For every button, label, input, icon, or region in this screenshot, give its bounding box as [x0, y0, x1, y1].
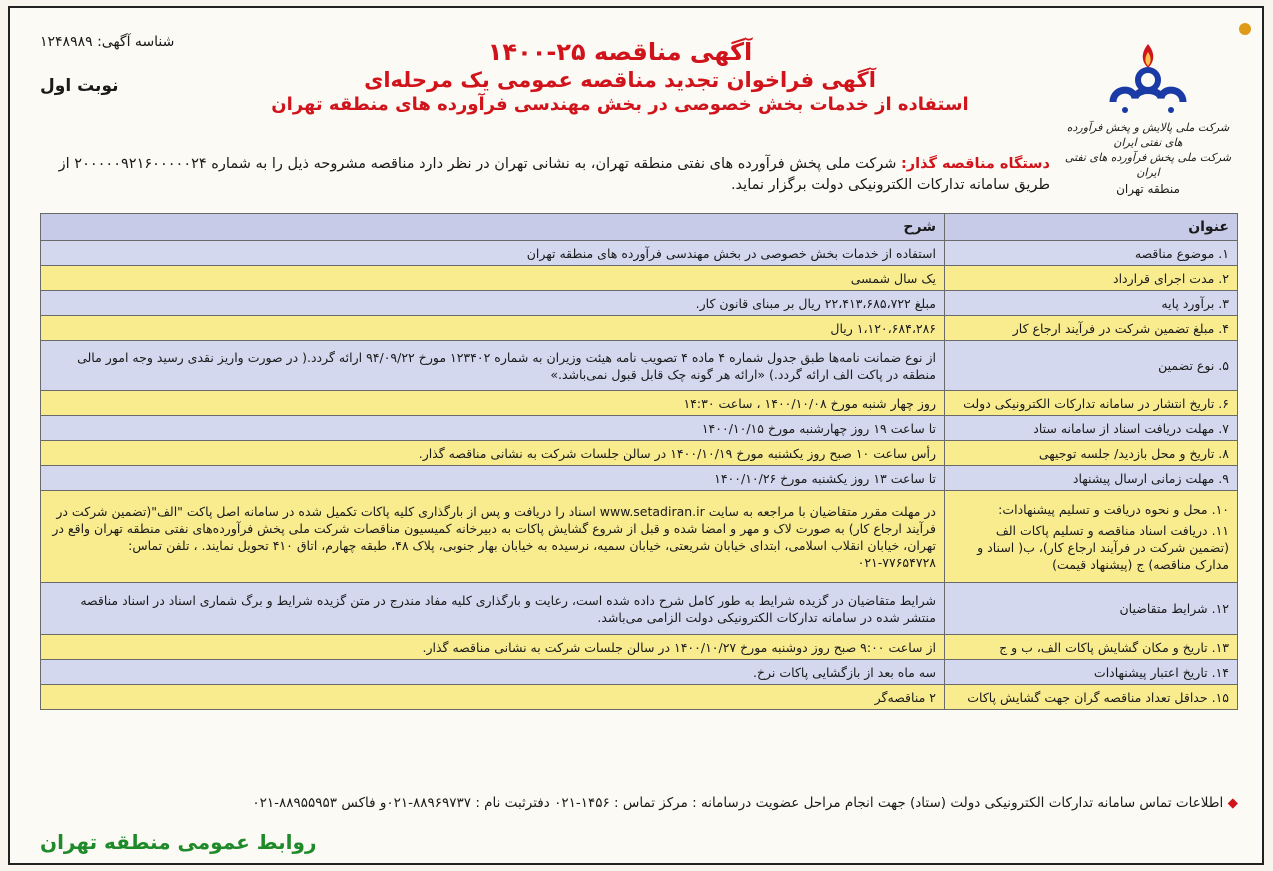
tender-call-title: آگهی فراخوان تجدید مناقصه عمومی یک مرحله‌ای	[364, 68, 876, 92]
row-title: ۱۲. شرایط متقاضیان	[945, 583, 1238, 635]
round-label: نوبت اول	[40, 76, 119, 96]
logo-region: منطقه تهران	[1116, 182, 1180, 196]
company-logo	[1058, 40, 1238, 210]
row-desc: روز چهار شنبه مورخ ۱۴۰۰/۱۰/۰۸ ، ساعت ۱۴:۳۰	[41, 391, 945, 416]
row-desc: تا ساعت ۱۹ روز چهارشنبه مورخ ۱۴۰۰/۱۰/۱۵	[41, 416, 945, 441]
row-title: ۱۳. تاریخ و مکان گشایش پاکات الف، ب و ج	[945, 635, 1238, 660]
table-row	[41, 491, 1238, 583]
row-title: ۱. موضوع مناقصه	[945, 241, 1238, 266]
row-title-extra: ۱۱. دریافت اسناد مناقصه و تسلیم پاکات الف (تضمین شرکت در فرآیند ارجاع کار)، ب( اسناد و مدارک مناقصه) ج (پیشنهاد قیمت)	[977, 522, 1229, 572]
row-desc: در مهلت مقرر متقاضیان با مراجعه به سایت www.setadiran.ir اسناد را دریافت و پس از بارگذاری کلیه پاکات تکمیل شده در سامانه اصل پاکت "الف"(تضمین شرکت در فرآیند ارجاع کار) به صورت لاک و مهر و امضا شده و قبل از شروع گشایش پاکات به دبیرخانه کمیسیون مناقصات شرکت ملی پخش فرآورده‌های نفتی منطقه تهران واقع در تهران، خیابان انقلاب اسلامی، ابتدای خیابان شریعتی، خیابان سمیه، نرسیده به خیابان بهار جنوبی، پلاک ۴۸، طبقه چهارم، اتاق ۴۱۰ تحویل نمایند. ، تلفن تماس: ۷۷۶۵۴۷۲۸-۰۲۱	[41, 491, 945, 583]
table-row	[41, 416, 1238, 441]
contact-note	[40, 795, 1238, 811]
table-row	[41, 241, 1238, 266]
row-desc: ۲ مناقصه‌گر	[41, 685, 945, 710]
row-desc: ۱،۱۲۰،۶۸۴،۲۸۶ ریال	[41, 316, 945, 341]
tenderer-text: شرکت ملی پخش فرآورده های نفتی منطقه تهران، به نشانی تهران در نظر دارد مناقصه مشروحه ذیل را به شماره ۲۰۰۰۰۰۹۲۱۶۰۰۰۰۰۲۴ از طریق سامانه تدارکات الکترونیکی دولت برگزار نماید.	[58, 156, 1050, 193]
row-title: ۲. مدت اجرای قرارداد	[945, 266, 1238, 291]
tender-number-title: آگهی مناقصه ۲۵-۱۴۰۰	[487, 38, 753, 66]
public-relations-signature: روابط عمومی منطقه تهران	[40, 830, 317, 854]
row-desc: یک سال شمسی	[41, 266, 945, 291]
row-desc: رأس ساعت ۱۰ صبح روز یکشنبه مورخ ۱۴۰۰/۱۰/۱۹ در سالن جلسات شرکت به نشانی مناقصه گذار.	[41, 441, 945, 466]
row-desc: شرایط متقاضیان در گزیده شرایط به طور کامل شرح داده شده است، رعایت و بارگذاری کلیه مفاد مندرج در متن گزیده شرایط و برگ شماری اسناد در اسناد مناقصه منتشر شده در سامانه تدارکات الکترونیکی دولت الزامی می‌باشد.	[41, 583, 945, 635]
row-title: ۹. مهلت زمانی ارسال پیشنهاد	[945, 466, 1238, 491]
table-row	[41, 266, 1238, 291]
table-row	[41, 316, 1238, 341]
row-title: ۸. تاریخ و محل بازدید/ جلسه توجیهی	[945, 441, 1238, 466]
row-title-group	[945, 491, 1238, 583]
row-title: ۳. برآورد پایه	[945, 291, 1238, 316]
table-row	[41, 291, 1238, 316]
row-title: ۱۵. حداقل تعداد مناقصه گران جهت گشایش پاکات	[945, 685, 1238, 710]
row-title: ۴. مبلغ تضمین شرکت در فرآیند ارجاع کار	[945, 316, 1238, 341]
table-row	[41, 583, 1238, 635]
row-desc: تا ساعت ۱۳ روز یکشنبه مورخ ۱۴۰۰/۱۰/۲۶	[41, 466, 945, 491]
column-header-title: عنوان	[945, 214, 1238, 241]
red-dot-icon: ◆	[1227, 795, 1238, 811]
row-title: ۷. مهلت دریافت اسناد از سامانه ستاد	[945, 416, 1238, 441]
row-desc: استفاده از خدمات بخش خصوصی در بخش مهندسی فرآورده های منطقه تهران	[41, 241, 945, 266]
row-desc: مبلغ ۲۲،۴۱۳،۶۸۵،۷۲۲ ریال بر مبنای قانون کار.	[41, 291, 945, 316]
ad-id: شناسه آگهی: ۱۲۴۸۹۸۹	[40, 34, 175, 50]
row-title: ۵. نوع تضمین	[945, 341, 1238, 391]
logo-company-line2: شرکت ملی پخش فرآورده های نفتی ایران	[1064, 151, 1232, 179]
row-desc: سه ماه بعد از بازگشایی پاکات نرخ.	[41, 660, 945, 685]
contact-note-text: اطلاعات تماس سامانه تدارکات الکترونیکی دولت (ستاد) جهت انجام مراحل عضویت درسامانه : مرکز تماس : ۱۴۵۶-۰۲۱ دفترثبت نام : ۸۸۹۶۹۷۳۷-۰۲۱و فاکس ۸۸۹۵۵۹۵۳-۰۲۱	[252, 795, 1224, 811]
table-row	[41, 685, 1238, 710]
logo-company-line1: شرکت ملی پالایش و پخش فرآورده های نفتی ایران	[1066, 121, 1230, 149]
row-title: ۶. تاریخ انتشار در سامانه تدارکات الکترونیکی دولت	[945, 391, 1238, 416]
tenderer-label: دستگاه مناقصه گذار:	[901, 156, 1050, 172]
row-desc: از نوع ضمانت نامه‌ها طبق جدول شماره ۴ ماده ۴ تصویب نامه هیئت وزیران به شماره ۱۲۳۴۰۲ مورخ ۹۴/۰۹/۲۲ ارائه گردد.( در صورت واریز نقدی رسید وجه امور مالی منطقه در پاکت الف ارائه گردد.) «ارائه هر گونه چک قابل قبول نمی‌باشد.»	[41, 341, 945, 391]
intro-paragraph	[40, 154, 1050, 196]
table-row	[41, 341, 1238, 391]
tender-details-table	[40, 213, 1238, 710]
table-header-row	[41, 214, 1238, 241]
title-block	[240, 38, 1000, 115]
table-row	[41, 635, 1238, 660]
table-row	[41, 391, 1238, 416]
tender-subject-title: استفاده از خدمات بخش خصوصی در بخش مهندسی فرآورده های منطقه تهران	[271, 94, 969, 115]
table-row	[41, 441, 1238, 466]
column-header-desc: شرح	[41, 214, 945, 241]
row-desc: از ساعت ۹:۰۰ صبح روز دوشنبه مورخ ۱۴۰۰/۱۰/۲۷ در سالن جلسات شرکت به نشانی مناقصه گذار.	[41, 635, 945, 660]
row-title: ۱۴. تاریخ اعتبار پیشنهادات	[945, 660, 1238, 685]
row-title: ۱۰. محل و نحوه دریافت و تسلیم پیشنهادات:	[998, 501, 1229, 517]
table-row	[41, 660, 1238, 685]
table-row	[41, 466, 1238, 491]
national-iranian-oil-products-logo-icon	[1093, 40, 1203, 120]
